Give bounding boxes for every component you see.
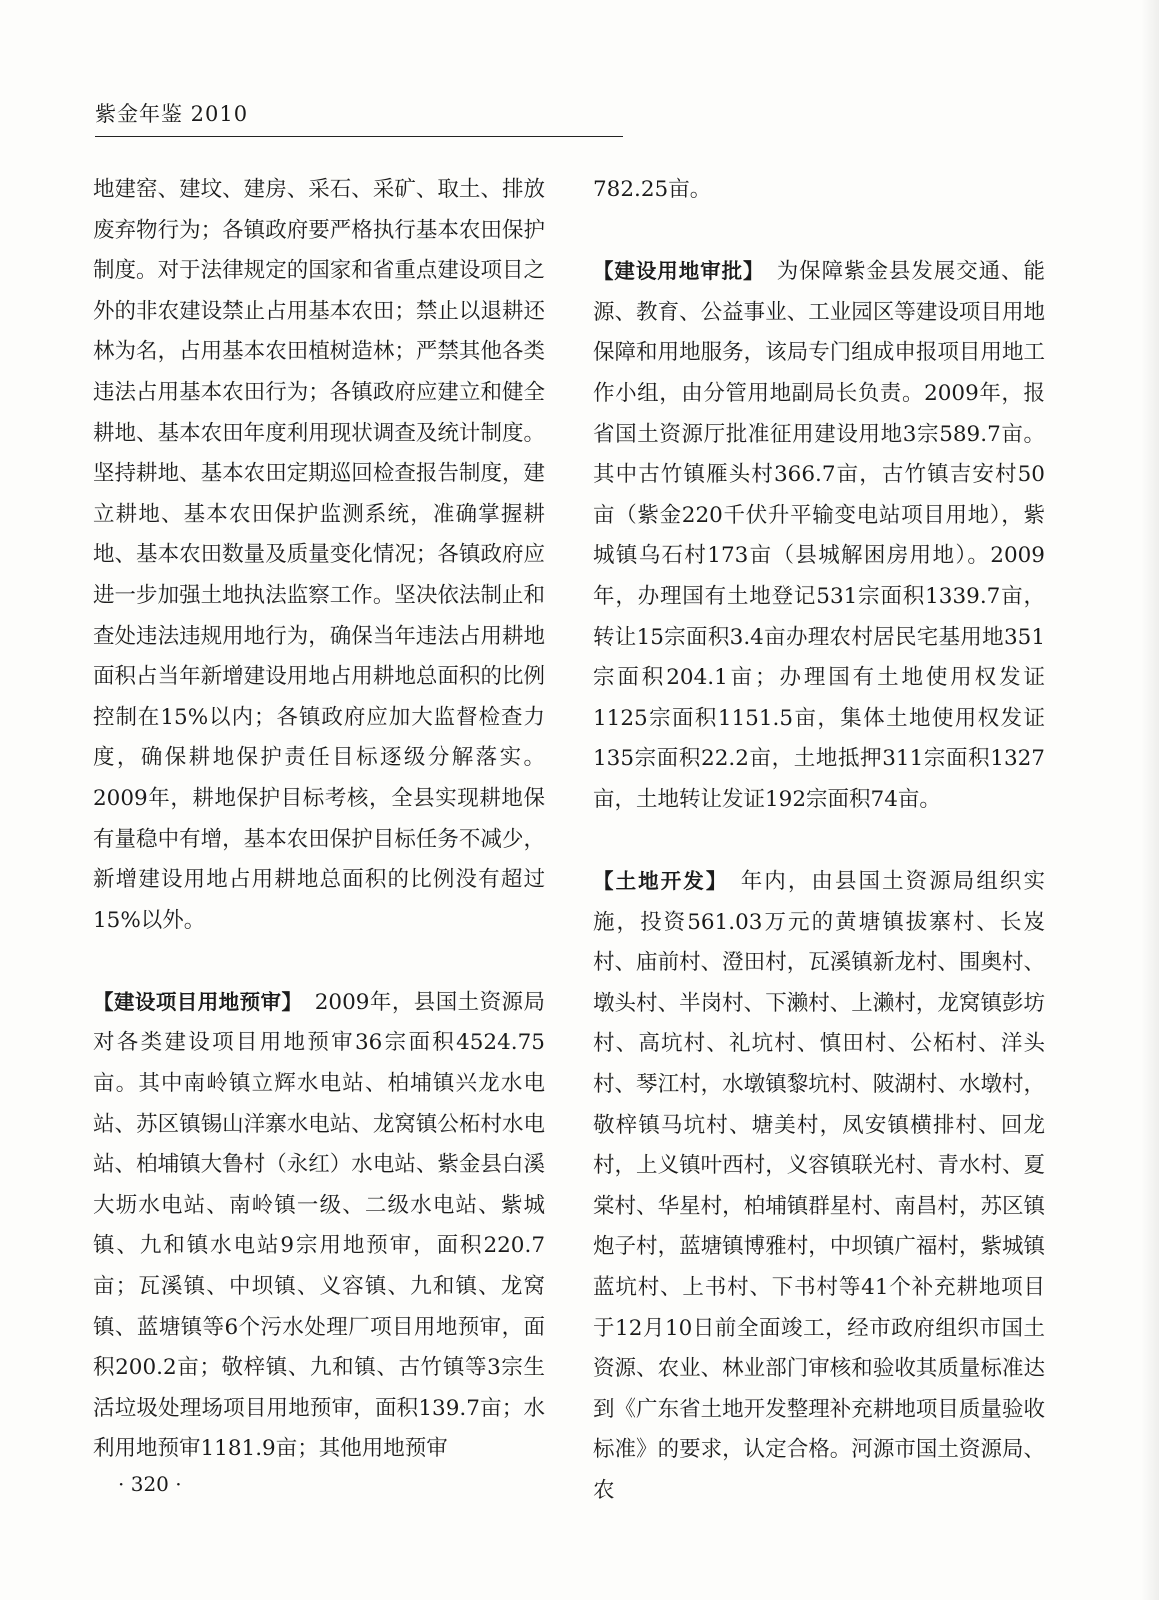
left-column	[93, 170, 545, 1470]
section-body: 2009年，县国土资源局对各类建设项目用地预审36宗面积4524.75亩。其中南岭镇立辉水电站、柏埔镇兴龙水电站、苏区镇锡山洋寨水电站、龙窝镇公柘村水电站、柏埔镇大鲁村（永红）水电站、紫金县白溪大坜水电站、南岭镇一级、二级水电站、紫城镇、九和镇水电站9宗用地预审，面积220.7亩；瓦溪镇、中坝镇、义容镇、九和镇、龙窝镇、蓝塘镇等6个污水处理厂项目用地预审，面积200.2亩；敬梓镇、九和镇、古竹镇等3宗生活垃圾处理场项目用地预审，面积139.7亩；水利用地预审1181.9亩；其他用地预审	[93, 989, 545, 1462]
section-land-approval	[593, 251, 1045, 820]
scan-edge-shadow	[1141, 0, 1159, 1600]
preview-continued-paragraph: 782.25亩。	[593, 177, 712, 202]
right-column	[593, 170, 1045, 1512]
section-title: 【建设项目用地预审】	[93, 989, 303, 1014]
section-body: 年内，由县国土资源局组织实施，投资561.03万元的黄塘镇拔寨村、长岌村、庙前村、澄田村，瓦溪镇新龙村、围奥村、墩头村、半岗村、下濑村、上濑村，龙窝镇彭坊村、高坑村、礼坑村、慎田村、公柘村、洋头村、琴江村，水墩镇黎坑村、陂湖村、水墩村，敬梓镇马坑村、塘美村，凤安镇横排村、回龙村，上义镇叶西村，义容镇联光村、青水村、夏棠村、华星村，柏埔镇群星村、南昌村，苏区镇炮子村，蓝塘镇博雅村，中坝镇广福村，紫城镇蓝坑村、上书村、下书村等41个补充耕地项目于12月10日前全面竣工，经市政府组织市国土资源、农业、林业部门审核和验收其质量标准达到《广东省土地开发整理补充耕地项目质量验收标准》的要求，认定合格。河源市国土资源局、农	[593, 869, 1045, 1503]
section-gap	[593, 211, 1045, 252]
section-body: 为保障紫金县发展交通、能源、教育、公益事业、工业园区等建设项目用地保障和用地服务，该局专门组成申报项目用地工作小组，由分管用地副局长负责。2009年，报省国土资源厅批准征用建设用地3宗589.7亩。其中古竹镇雁头村366.7亩，古竹镇吉安村50亩（紫金220千伏升平输变电站项目用地），紫城镇乌石村173亩（县城解困房用地）。2009年，办理国有土地登记531宗面积1339.7亩，转让15宗面积3.4亩办理农村居民宅基用地351宗面积204.1亩；办理国有土地使用权发证1125宗面积1151.5亩，集体土地使用权发证135宗面积22.2亩，土地抵押311宗面积1327亩，土地转让发证192宗面积74亩。	[593, 259, 1045, 812]
section-gap	[593, 821, 1045, 862]
farmland-protection-continued-paragraph: 地建窑、建坟、建房、采石、采矿、取土、排放废弃物行为；各镇政府要严格执行基本农田保护制度。对于法律规定的国家和省重点建设项目之外的非农建设禁止占用基本农田；禁止以退耕还林为名，占用基本农田植树造林；严禁其他各类违法占用基本农田行为；各镇政府应建立和健全耕地、基本农田年度利用现状调查及统计制度。坚持耕地、基本农田定期巡回检查报告制度，建立耕地、基本农田保护监测系统，准确掌握耕地、基本农田数量及质量变化情况；各镇政府应进一步加强土地执法监察工作。坚决依法制止和查处违法违规用地行为，确保当年违法占用耕地面积占当年新增建设用地占用耕地总面积的比例控制在15%以内；各镇政府应加大监督检查力度，确保耕地保护责任目标逐级分解落实。2009年，耕地保护目标考核，全县实现耕地保有量稳中有增，基本农田保护目标任务不减少，新增建设用地占用耕地总面积的比例没有超过15%以外。	[93, 177, 545, 933]
page-number: · 320 ·	[118, 1472, 182, 1496]
section-land-development	[593, 861, 1045, 1512]
section-gap	[93, 941, 545, 982]
section-title: 【土地开发】	[593, 869, 729, 894]
running-header: 紫金年鉴 2010	[95, 102, 249, 126]
section-project-land-preview	[93, 982, 545, 1470]
header-rule	[95, 136, 623, 137]
section-title: 【建设用地审批】	[593, 259, 765, 284]
